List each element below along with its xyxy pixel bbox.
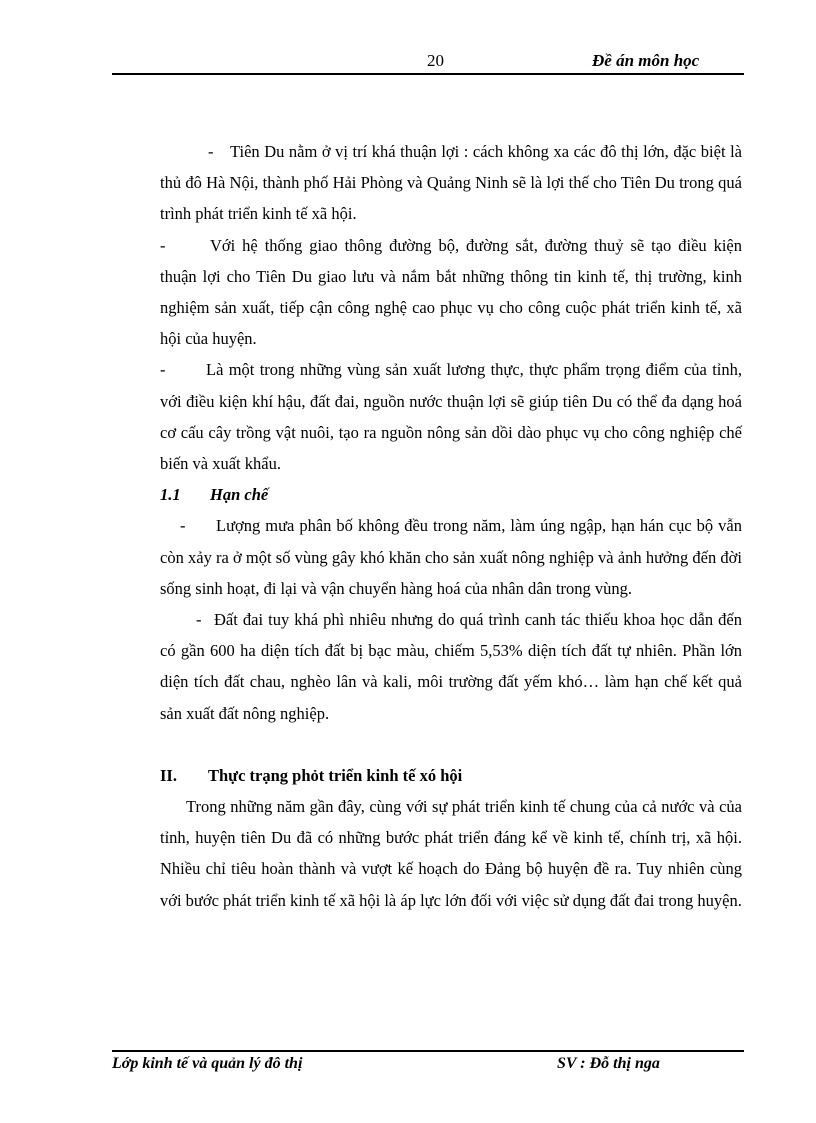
footer-class: Lớp kinh tế và quản lý đô thị bbox=[112, 1055, 303, 1072]
section-title: Hạn chế bbox=[210, 485, 269, 505]
paragraph bbox=[160, 510, 742, 604]
paragraph bbox=[160, 791, 742, 916]
paragraph-text: Với hệ thống giao thông đường bộ, đường sắt, đường thuỷ sẽ tạo điều kiện thuận lợi cho Tiên Du giao lưu và nắm bắt những thông tin kinh tế, thị trường, kinh nghiệm sản xuất, tiếp cận công nghệ cao phục vụ cho công cuộc phát triển kinh tế, xã hội của huyện. bbox=[160, 235, 742, 349]
section-title: Thực trạng phỏt triển kinh tế xó hội bbox=[208, 765, 463, 785]
header-title: Đề án môn học bbox=[592, 51, 700, 70]
section-heading bbox=[160, 479, 742, 510]
document-body bbox=[160, 136, 742, 916]
paragraph-text: Trong những năm gần đây, cùng với sự phát triển kinh tế chung của cả nước và của tỉnh, huyện tiên Du đã có những bước phát triển đáng kể về kinh tế, chính trị, xã hội. Nhiều chỉ tiêu hoàn thành và vượt kế hoạch do Đảng bộ huyện đề ra. Tuy nhiên cùng với bước phát triển kinh tế xã hội là áp lực lớn đối với việc sử dụng đất đai trong huyện. bbox=[160, 797, 742, 910]
paragraph bbox=[160, 136, 742, 230]
bullet-dash: - bbox=[160, 235, 166, 255]
header-rule bbox=[112, 73, 744, 75]
page-number: 20 bbox=[427, 51, 444, 70]
paragraph bbox=[160, 604, 742, 729]
bullet-dash: - bbox=[160, 360, 166, 380]
footer-rule bbox=[112, 1050, 744, 1052]
bullet-dash: - bbox=[208, 142, 214, 161]
paragraph bbox=[160, 230, 742, 355]
paragraph-text: Đất đai tuy khá phì nhiêu nhưng do quá trình canh tác thiếu khoa học dẫn đến có gần 600 ha diện tích đất bị bạc màu, chiếm 5,53% diện tích đất tự nhiên. Phần lớn diện tích đất chau, nghèo lân và kali, môi trường đất yếm khó… làm hạn chế kết quả sản xuất đất nông nghiệp. bbox=[160, 610, 742, 723]
paragraph-text: Lượng mưa phân bố không đều trong năm, làm úng ngập, hạn hán cục bộ vẫn còn xảy ra ở một số vùng gây khó khăn cho sản xuất nông nghiệp và ảnh hưởng đến đời sống sinh hoạt, đi lại và vận chuyển hàng hoá của nhân dân trong vùng. bbox=[160, 516, 742, 598]
spacer bbox=[160, 729, 742, 760]
bullet-dash: - bbox=[196, 610, 202, 630]
paragraph bbox=[160, 354, 742, 479]
paragraph-text: Tiên Du nằm ở vị trí khá thuận lợi : cách không xa các đô thị lớn, đặc biệt là thủ đô Hà Nội, thành phố Hải Phòng và Quảng Ninh sẽ là lợi thế cho Tiên Du trong quá trình phát triển kinh tế xã hội. bbox=[160, 142, 742, 224]
paragraph-text: Là một trong những vùng sản xuất lương thực, thực phẩm trọng điểm của tỉnh, với điều kiện khí hậu, đất đai, nguồn nước thuận lợi sẽ giúp tiên Du có thể đa dạng hoá cơ cấu cây trồng vật nuôi, tạo ra nguồn nông sản dồi dào phục vụ cho công nghiệp chế biến và xuất khẩu. bbox=[160, 360, 742, 474]
section-number: II. bbox=[160, 765, 177, 785]
section-heading bbox=[160, 760, 742, 791]
bullet-dash: - bbox=[180, 516, 186, 536]
footer-student: SV : Đỗ thị nga bbox=[557, 1055, 660, 1072]
section-number: 1.1 bbox=[160, 485, 181, 505]
